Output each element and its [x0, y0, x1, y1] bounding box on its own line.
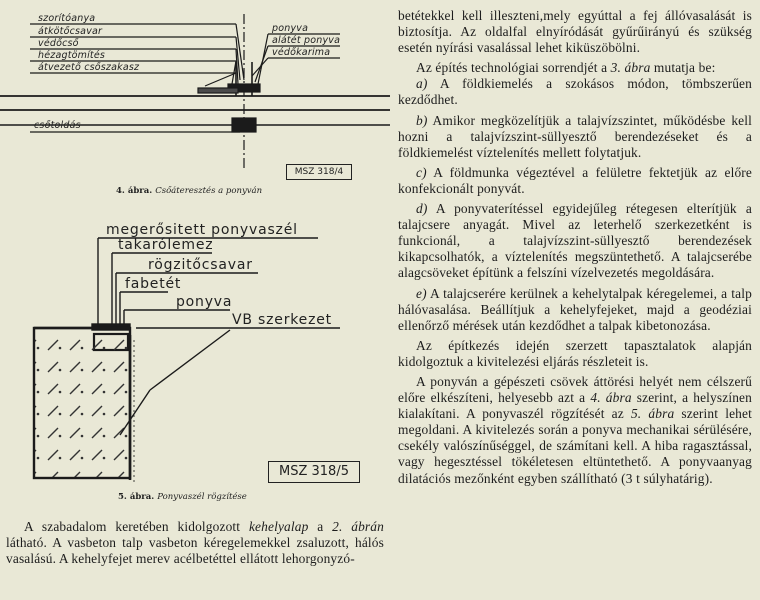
text-run: A földmunka végeztével a felületre fektetjük az előre konfekcionált ponyvát.	[398, 164, 752, 196]
list-marker: d)	[416, 201, 428, 217]
label-vedocso: védőcső	[38, 38, 79, 49]
list-marker: a)	[416, 76, 428, 92]
list-marker: e)	[416, 285, 427, 301]
text-run-italic: 4. ábra	[590, 390, 632, 406]
text-run-italic: kehelyalap	[248, 519, 309, 534]
text-run: szerint lehet megoldani. A kivitelezés során a ponyva mechanikai sérülésére, csekély valószínűséggel, de számítani kell. A hiba ragasztással, vagy hegesztéssel tökéletesen eltüntethető. A ponyvaanyag dilatációs mezőnként egyben szállítható (3 t súlyhatárig).	[398, 406, 752, 486]
text-run: mutatja be:	[650, 60, 716, 76]
text-run: Az építés technológiai sorrendjét a	[416, 60, 611, 76]
left-column-text	[6, 519, 384, 567]
figure-5-stamp: MSZ 318/5	[268, 461, 360, 483]
label-vb-szerkezet: VB szerkezet	[232, 312, 332, 328]
text-run-italic: 3. ábra	[610, 60, 651, 76]
list-item-b	[398, 113, 752, 161]
label-takarolemez: takarólemez	[118, 237, 214, 253]
label-csotoldas: csőtoldás	[34, 120, 81, 131]
label-vedokarima: védőkarima	[272, 47, 331, 58]
label-alatet-ponyva: alátét ponyva	[272, 35, 341, 46]
paragraph-technology-order	[398, 60, 752, 76]
paragraph-kehelyalap	[6, 519, 384, 567]
list-marker: c)	[416, 164, 427, 180]
text-run: A szabadalom keretében kidolgozott	[24, 519, 249, 534]
text-run: Amikor megközelítjük a talajvízszintet, működésbe kell hozni a talajvízszint-süllyesztő berendezéseket és a földkiemelést víztelenítés mellett folytatjuk.	[398, 112, 752, 160]
figure-4-stamp: MSZ 318/4	[286, 164, 352, 180]
paragraph-experience: Az építkezés idején szerzett tapasztalatok alapján kidolgoztuk a kivitelezési eljárás részleteit is.	[398, 337, 752, 369]
right-column-text	[398, 8, 752, 487]
list-marker: b)	[416, 112, 428, 128]
figure-4-caption-number: 4. ábra.	[116, 186, 153, 196]
figures-column	[0, 0, 390, 520]
paragraph-pipes	[398, 374, 752, 487]
label-fabetet: fabetét	[125, 276, 182, 292]
label-atkotocsavar: átkötőcsavar	[38, 26, 103, 37]
label-megerositett-ponyvaszel: megerősitett ponyvaszél	[106, 222, 298, 238]
text-run: A földkiemelés a szokásos módon, tömbszerűen kezdődhet.	[398, 76, 752, 108]
paragraph-continuation: betétekkel kell illeszteni,mely egyúttal a fej állóvasalását is biztosítja. Az oldalfal elnyíródását gyűrűirányú és szükség esetén nyírási vasalással lehet kiküszöbölni.	[398, 8, 752, 56]
figure-4-caption-title: Csőáteresztés a ponyván	[155, 186, 263, 196]
label-rogzitocsavar: rögzitőcsavar	[148, 257, 253, 273]
text-run: a	[308, 519, 333, 534]
list-item-c	[398, 165, 752, 197]
list-item-d	[398, 201, 752, 281]
label-atvezeto-csoszakasz: átvezető csőszakasz	[38, 62, 140, 73]
label-ponyva-5: ponyva	[176, 294, 233, 310]
list-item-a	[398, 76, 752, 108]
text-run: A ponyván a gépészeti csövek áttörési helyét nem célszerű előre elkészíteni, helyesebb azt a	[398, 373, 752, 406]
figure-5-caption-number: 5. ábra.	[118, 492, 155, 502]
text-run-italic: 2. ábrán	[332, 519, 384, 534]
text-run: A ponyvaterítéssel egyidejűleg rétegesen elterítjük a talajcsere anyagát. Mivel az leterhelő szerkezetként is funkcionál, a talajvízszint-süllyesztő berendezések kikapcsolhatók, a víztelenítés megszüntethető. A talajcserébe alagcsöveket építünk a felszíni vízelvezetés megoldására.	[398, 201, 752, 281]
figure-4-caption	[116, 186, 262, 196]
text-run: szerint, a helyszínen kialakítani. A ponyvaszél rögzítését az	[398, 390, 752, 422]
text-run: látható. A vasbeton talp vasbeton kéregelemekkel zsaluzott, hálós vasalású. A kehelyfejet merev acélbetéttel ellátott lehorgonyzó-	[6, 535, 384, 567]
text-run: A talajcserére kerülnek a kehelytalpak kéregelemei, a talp hálóvasalása. Beállítjuk a kehelyfejeket, majd a geodéziai ellenőrző mérések után kezdődhet a talpak kibetonozása.	[398, 285, 752, 333]
figure-5-caption-title: Ponyvaszél rögzítése	[157, 492, 247, 502]
text-run-italic: 5. ábra	[630, 406, 675, 422]
label-hezagtomites: hézagtömítés	[38, 50, 106, 61]
list-item-e	[398, 286, 752, 334]
label-szoritoanya: szorítóanya	[38, 13, 96, 24]
label-ponyva-4: ponyva	[272, 23, 309, 34]
figure-5-caption	[118, 492, 247, 502]
